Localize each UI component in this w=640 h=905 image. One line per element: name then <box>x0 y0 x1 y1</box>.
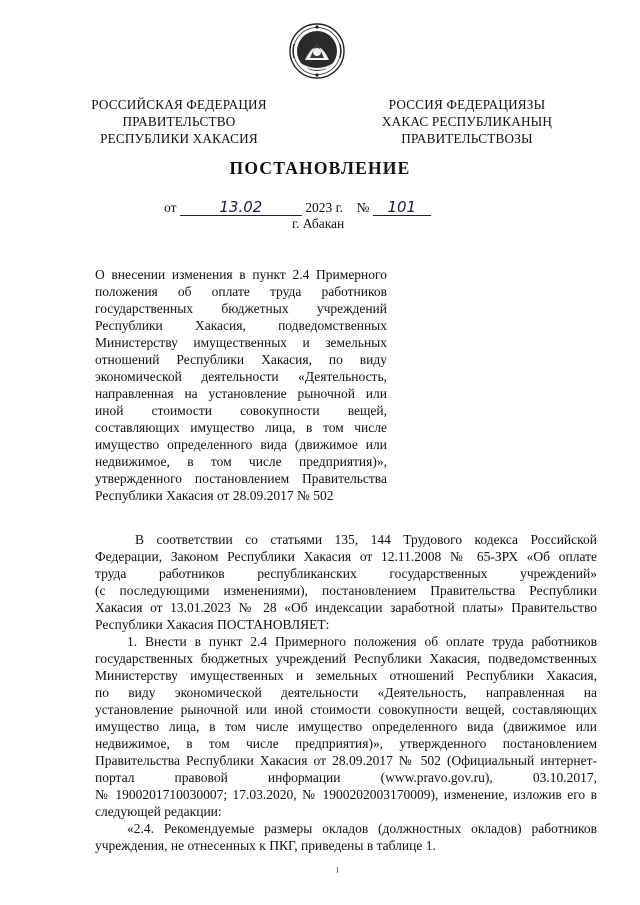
body-line: следующей редакции: <box>95 804 222 819</box>
body-line: государственных бюджетных учреждений Республики Хакасия, подведомственных <box>95 651 597 666</box>
body-line: труда работников республиканских государственных учреждений» <box>95 566 597 581</box>
handwritten-number: 101 <box>373 200 431 216</box>
subject-line: экономической деятельности «Деятельность, <box>95 369 387 384</box>
body-line: В соответствии со статьями 135, 144 Трудового кодекса Российской <box>135 532 597 547</box>
issuer-name-khakas <box>362 96 572 147</box>
body-line: установление рыночной или иной стоимости совокупности вещей, составляющих <box>95 702 597 717</box>
body-line: (с последующими изменениями), постановлением Правительства Республики <box>95 583 597 598</box>
issuer-name-russian <box>84 96 274 147</box>
subject-line: отношений Республики Хакасия, по виду <box>95 352 387 367</box>
date-prefix: от <box>164 200 177 215</box>
issuer-line: РЕСПУБЛИКИ ХАКАСИЯ <box>100 131 258 146</box>
body-line: портал правовой информации (www.pravo.gov.ru), 03.10.2017, <box>95 770 597 785</box>
subject-line: имущество определенного вида (движимое или <box>95 437 387 452</box>
subject-line: О внесении изменения в пункт 2.4 Примерного <box>95 267 387 282</box>
body-line: Республики Хакасия ПОСТАНОВЛЯЕТ: <box>95 617 330 632</box>
body-line: Хакасия от 13.01.2023 № 28 «Об индексации заработной платы» Правительство <box>95 600 597 615</box>
subject-line: Министерству имущественных и земельных <box>95 335 387 350</box>
number-sign: № <box>356 200 370 215</box>
date-number-line <box>164 200 431 216</box>
issuer-line: ХАКАС РЕСПУБЛИКАНЫҢ <box>381 114 553 129</box>
page-mark <box>337 867 338 873</box>
body-line: «2.4. Рекомендуемые размеры окладов (должностных окладов) работников <box>127 821 597 836</box>
body-line: по виду экономической деятельности «Деятельность, направленная на <box>95 685 597 700</box>
subject-line: Республики Хакасия от 28.09.2017 № 502 <box>95 488 334 503</box>
subject-line: направленная на установление рыночной или <box>95 386 387 401</box>
handwritten-date: 13.02 <box>180 200 302 216</box>
subject-line: утвержденного постановлением Правительства <box>95 471 387 486</box>
document-title: ПОСТАНОВЛЕНИЕ <box>229 158 411 178</box>
issuer-line: РОССИЙСКАЯ ФЕДЕРАЦИЯ <box>91 97 267 112</box>
issuer-line: РОССИЯ ФЕДЕРАЦИЯЗЫ <box>388 97 546 112</box>
subject-line: недвижимое, в том числе предприятия)», <box>95 454 387 469</box>
body-line: Федерации, Законом Республики Хакасия от 12.11.2008 № 65-ЗРХ «Об оплате <box>95 549 597 564</box>
subject-line: положения об оплате труда работников <box>95 284 387 299</box>
subject-line: государственных бюджетных учреждений <box>95 301 387 316</box>
body-line: имущество лица, в том числе имущество определенного вида (движимое или <box>95 719 597 734</box>
body-line: 1. Внести в пункт 2.4 Примерного положения об оплате труда работников <box>127 634 597 649</box>
issuer-line: ПРАВИТЕЛЬСТВО <box>122 114 236 129</box>
city-label: г. Абакан <box>292 216 345 231</box>
document-body <box>95 531 597 854</box>
subject-line: иной стоимости совокупности вещей, <box>95 403 387 418</box>
coat-of-arms-emblem <box>288 22 346 80</box>
body-line: Правительства Республики Хакасия от 28.09.2017 № 502 (Официальный интернет- <box>95 753 597 768</box>
issuer-line: ПРАВИТЕЛЬСТВОЗЫ <box>401 131 533 146</box>
document-subject <box>95 266 387 504</box>
subject-line: Республики Хакасия, подведомственных <box>95 318 387 333</box>
year-label: 2023 г. <box>305 200 343 215</box>
subject-line: составляющих имущество лица, в том числе <box>95 420 387 435</box>
body-line: учреждения, не отнесенных к ПКГ, приведены в таблице 1. <box>95 838 436 853</box>
body-line: недвижимое, в том числе предприятия)», утвержденного постановлением <box>95 736 597 751</box>
body-line: Министерству имущественных и земельных отношений Республики Хакасия, <box>95 668 597 683</box>
body-line: № 1900201710030007; 17.03.2020, № 1900202003170009), изменение, изложив его в <box>95 787 597 802</box>
